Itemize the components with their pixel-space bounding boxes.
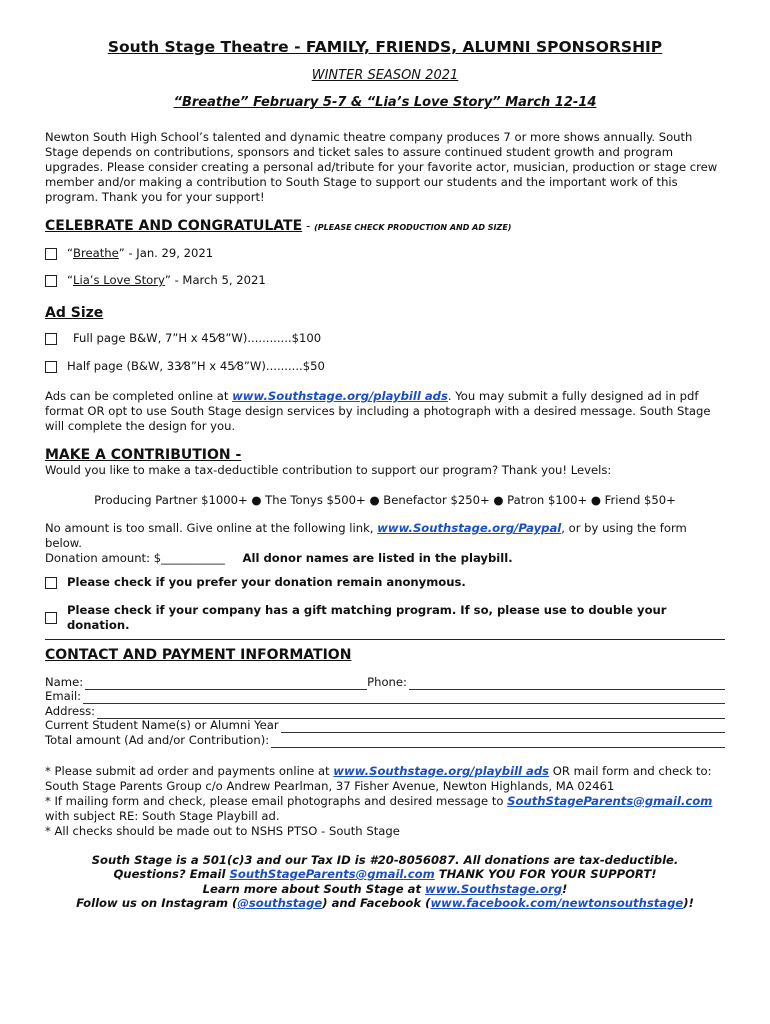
- student-row: Current Student Name(s) or Alumni Year: [45, 719, 725, 734]
- playbill-ads-link[interactable]: www.Southstage.org/playbill ads: [232, 389, 448, 403]
- season-label: WINTER SEASON 2021: [311, 68, 459, 83]
- celebrate-heading-row: [45, 219, 725, 235]
- donor-note: All donor names are listed in the playbill.: [242, 551, 513, 565]
- sponsorship-form: [45, 36, 725, 911]
- playbill-ads-link-2[interactable]: www.Southstage.org/playbill ads: [333, 763, 550, 778]
- checkbox[interactable]: [45, 248, 57, 260]
- section-divider: [45, 639, 725, 640]
- intro-paragraph: Newton South High School’s talented and dynamic theatre company produces 7 or more shows annually. South Stage depends on contributions, sponsors and ticket sales to assure continued student growth and program upgrades. Please consider creating a personal ad/tribute for your favorite actor, musician, production or stage crew member and/or making a contribution to South Stage to support our students and the important work of this program. Thank you for your support!: [45, 130, 718, 204]
- ad-instructions: Ads can be completed online at www.Southstage.org/playbill ads. You may submit a fully designed ad in pdf format OR opt to use South Stage design services by including a photograph with a desired message. South Stage will complete the design for you.: [45, 389, 711, 433]
- note-checks: * All checks should be made out to NSHS PTSO - South Stage: [45, 823, 400, 838]
- instagram-link[interactable]: @southstage: [237, 896, 323, 910]
- footer-social-line: Follow us on Instagram (@southstage) and Facebook (www.facebook.com/newtonsouthstage)!: [76, 896, 694, 910]
- contribution-heading: MAKE A CONTRIBUTION -: [45, 447, 242, 463]
- footer: [45, 853, 725, 911]
- name-field[interactable]: [85, 678, 367, 690]
- celebrate-heading: CELEBRATE AND CONGRATULATE: [45, 218, 303, 234]
- footer-email-link[interactable]: SouthStageParents@gmail.com: [229, 867, 435, 881]
- ad-size-heading: Ad Size: [45, 305, 104, 321]
- address-field[interactable]: [97, 707, 725, 719]
- footer-site-link[interactable]: www.Southstage.org: [425, 881, 563, 896]
- celebrate-dash: -: [302, 219, 315, 233]
- contribution-levels: Producing Partner $1000+ ● The Tonys $500+ ● Benefactor $250+ ● Patron $100+ ● Friend $50+: [94, 493, 676, 507]
- checkbox[interactable]: [45, 333, 57, 345]
- total-field[interactable]: [271, 736, 725, 748]
- page-title: South Stage Theatre - FAMILY, FRIENDS, ALUMNI SPONSORSHIP: [107, 38, 663, 56]
- total-row: Total amount (Ad and/or Contribution):: [45, 733, 725, 748]
- contact-fields: [45, 675, 725, 748]
- contribution-intro: Would you like to make a tax-deductible contribution to support our program? Thank you! Levels:: [45, 463, 612, 477]
- note-submit: * Please submit ad order and payments online at www.Southstage.org/playbill ads OR mail form and check to: South Stage Parents Group c/o Andrew Pearlman, 37 Fisher Avenue, Newton Highlands, MA 02461: [45, 763, 712, 793]
- option-breathe[interactable]: “ Breathe ” - Jan. 29, 2021: [45, 246, 725, 261]
- option-lias-love-story[interactable]: “ Lia’s Love Story ” - March 5, 2021: [45, 273, 725, 288]
- celebrate-note: (PLEASE CHECK PRODUCTION AND AD SIZE): [314, 223, 512, 232]
- note-mailing: * If mailing form and check, please email photographs and desired message to SouthStageParents@gmail.com with subject RE: South Stage Playbill ad.: [45, 793, 713, 823]
- footer-learn-line: Learn more about South Stage at www.Southstage.org!: [202, 881, 568, 896]
- contact-heading: CONTACT AND PAYMENT INFORMATION: [45, 647, 352, 663]
- email-link[interactable]: SouthStageParents@gmail.com: [507, 793, 713, 808]
- option-full-page[interactable]: Full page B&W, 7”H x 45⁄8”W)............$100: [45, 331, 725, 346]
- checkbox[interactable]: [45, 361, 57, 373]
- name-phone-row: Name: Phone:: [45, 675, 725, 690]
- online-donation-text: No amount is too small. Give online at the following link, www.Southstage.org/Paypal, or by using the form below.: [45, 521, 687, 550]
- checkbox[interactable]: [45, 275, 57, 287]
- phone-field[interactable]: [409, 678, 725, 690]
- option-anonymous[interactable]: Please check if you prefer your donation remain anonymous.: [45, 575, 725, 590]
- donation-amount-field[interactable]: Donation amount: $___________: [45, 551, 225, 565]
- paypal-link[interactable]: www.Southstage.org/Paypal: [377, 521, 562, 535]
- address-row: Address:: [45, 704, 725, 719]
- student-field[interactable]: [281, 721, 725, 733]
- checkbox[interactable]: [45, 612, 57, 624]
- checkbox[interactable]: [45, 577, 57, 589]
- email-row: Email:: [45, 690, 725, 705]
- option-half-page[interactable]: Half page (B&W, 33⁄8”H x 45⁄8”W)..........$50: [45, 359, 725, 374]
- shows-label: “Breathe” February 5-7 & “Lia’s Love Story” March 12-14: [173, 95, 597, 110]
- facebook-link[interactable]: www.facebook.com/newtonsouthstage: [430, 896, 684, 910]
- footer-tax-line: South Stage is a 501(c)3 and our Tax ID is #20-8056087. All donations are tax-deductible.: [91, 852, 679, 867]
- footer-questions-line: Questions? Email SouthStageParents@gmail.com THANK YOU FOR YOUR SUPPORT!: [113, 867, 657, 881]
- email-field[interactable]: [83, 692, 725, 704]
- donation-amount-row: [45, 551, 725, 566]
- option-gift-matching[interactable]: Please check if your company has a gift matching program. If so, please use to double your donation.: [45, 603, 725, 633]
